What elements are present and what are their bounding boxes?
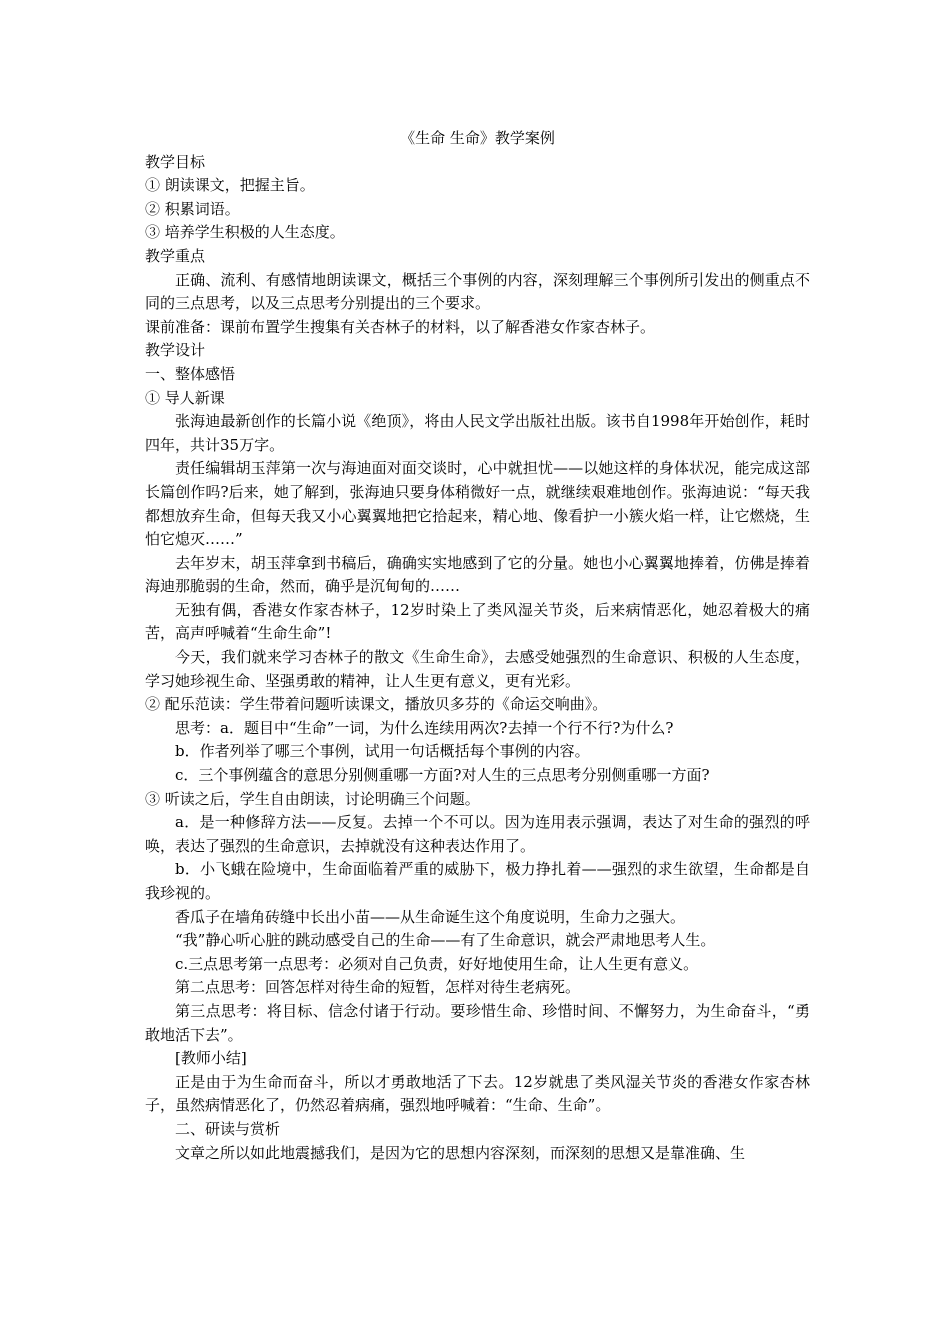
paragraph: 教学目标 <box>145 152 206 171</box>
paragraph: 今天，我们就来学习杏林子的散文《生命生命》，去感受她强烈的生命意识、积极的人生态度，学习她珍视生命、坚强勇敢的精神，让人生更有意义，更有光彩。 <box>145 648 810 690</box>
paragraph: 香瓜子在墙角砖缝中长出小苗——从生命诞生这个角度说明，生命力之强大。 <box>175 907 686 926</box>
paragraph: b．小飞蛾在险境中，生命面临着严重的威胁下，极力挣扎着——强烈的求生欲望，生命都是自我珍视的。 <box>145 860 810 902</box>
paragraph: ③ 听读之后，学生自由朗读，讨论明确三个问题。 <box>145 789 480 808</box>
paragraph: 正是由于为生命而奋斗，所以才勇敢地活了下去。12岁就患了类风湿关节炎的香港女作家杏林子，虽然病情恶化了，仍然忍着病痛，强烈地呼喊着：“生命、生命”。 <box>145 1072 810 1115</box>
paragraph: c．三个事例蕴含的意思分别侧重哪一方面?对人生的三点思考分别侧重哪一方面? <box>175 766 710 785</box>
paragraph: ① 朗读课文，把握主旨。 <box>145 176 315 195</box>
paragraph: 正确、流利、有感情地朗读课文，概括三个事例的内容，深刻理解三个事例所引发出的侧重点不同的三点思考，以及三点思考分别提出的三个要求。 <box>145 270 810 313</box>
paragraph: 教学设计 <box>145 341 206 360</box>
paragraph: 第三点思考：将目标、信念付诸于行动。要珍惜生命、珍惜时间、不懈努力，为生命奋斗，“勇敢地活下去”。 <box>145 1001 810 1044</box>
paragraph: ② 配乐范读：学生带着问题听读课文，播放贝多芬的《命运交响曲》。 <box>145 695 608 714</box>
paragraph: 第二点思考：回答怎样对待生命的短暂，怎样对待生老病死。 <box>175 978 581 997</box>
paragraph: 张海迪最新创作的长篇小说《绝顶》，将由人民文学出版社出版。该书自1998年开始创作，耗时四年，共计35万字。 <box>145 412 810 454</box>
paragraph: 二、研读与赏析 <box>175 1119 281 1138</box>
paragraph: 一、整体感悟 <box>145 364 236 383</box>
paragraph: “我”静心听心脏的跳动感受自己的生命——有了生命意识，就会严肃地思考人生。 <box>175 931 716 950</box>
paragraph: ② 积累词语。 <box>145 199 240 218</box>
paragraph: 教学重点 <box>145 246 206 265</box>
document-body <box>145 127 810 1165</box>
paragraph: [教师小结] <box>175 1049 247 1068</box>
paragraph: 文章之所以如此地震撼我们，是因为它的思想内容深刻，而深刻的思想又是靠准确、生 <box>175 1143 746 1162</box>
paragraph-list <box>145 151 810 1166</box>
paragraph: 思考：a．题目中“生命”一词，为什么连续用两次?去掉一个行不行?为什么? <box>175 718 674 737</box>
paragraph: 去年岁末，胡玉萍拿到书稿后，确确实实地感到了它的分量。她也小心翼翼地捧着，仿佛是捧着海迪那脆弱的生命，然而，确乎是沉甸甸的…… <box>145 553 810 596</box>
paragraph: c.三点思考第一点思考：必须对自己负责，好好地使用生命，让人生更有意义。 <box>175 954 699 973</box>
paragraph: 责任编辑胡玉萍第一次与海迪面对面交谈时，心中就担忧——以她这样的身体状况，能完成这部长篇创作吗?后来，她了解到，张海迪只要身体稍微好一点，就继续艰难地创作。张海迪说：“每天我都想放弃生命，但每天我又小心翼翼地把它拾起来，精心地、像看护一小簇火焰一样，让它燃烧，生怕它熄灭……” <box>145 459 810 549</box>
paragraph: ① 导人新课 <box>145 388 225 407</box>
document-title: 《生命 生命》教学案例 <box>400 129 555 147</box>
paragraph: a．是一种修辞方法——反复。去掉一个不可以。因为连用表示强调，表达了对生命的强烈的呼唤，表达了强烈的生命意识，去掉就没有这种表达作用了。 <box>145 813 810 855</box>
paragraph: b．作者列举了哪三个事例，试用一句话概括每个事例的内容。 <box>175 742 590 761</box>
paragraph: ③ 培养学生积极的人生态度。 <box>145 223 345 242</box>
paragraph: 课前准备：课前布置学生搜集有关杏林子的材料，以了解香港女作家杏林子。 <box>145 317 656 336</box>
paragraph: 无独有偶，香港女作家杏林子，12岁时染上了类风湿关节炎，后来病情恶化，她忍着极大的痛苦，高声呼喊着“生命生命”! <box>145 600 810 643</box>
